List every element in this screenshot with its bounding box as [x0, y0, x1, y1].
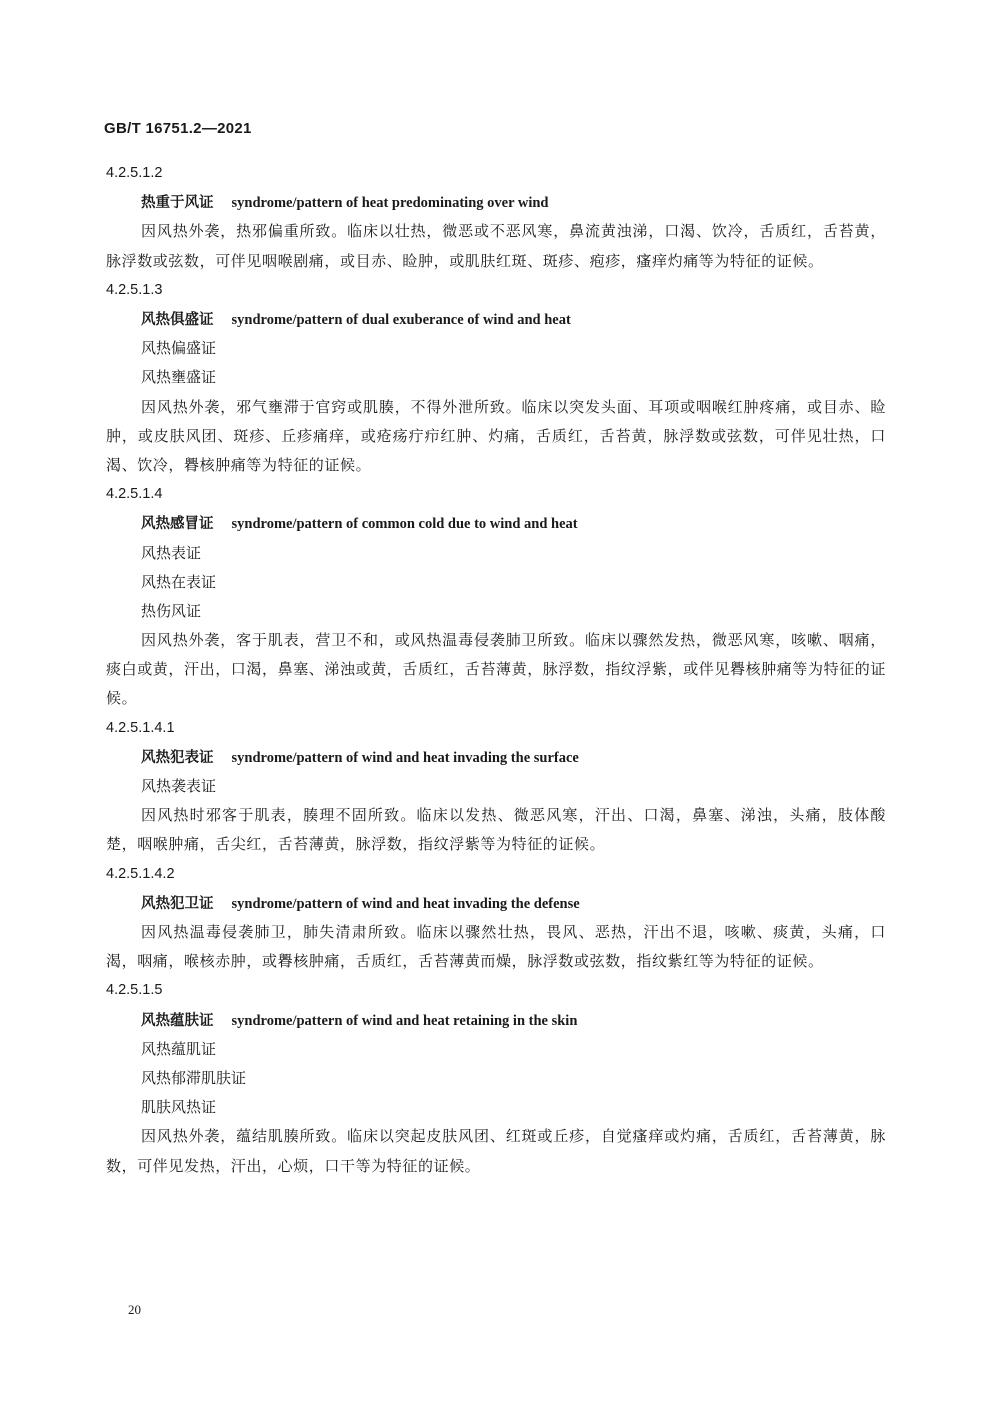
synonym: 风热偏盛证 — [141, 339, 217, 358]
definition: 因风热温毒侵袭肺卫，肺失清肃所致。临床以骤然壮热，畏风、恶热，汗出不退，咳嗽、痰黄，头痛，口渴，咽痛，喉核赤肿，或臖核肿痛，舌质红，舌苔薄黄而燥，脉浮数或弦数，指纹紫红等为特征的证候。 — [106, 923, 886, 971]
term-en: syndrome/pattern of dual exuberance of wind and heat — [231, 311, 571, 328]
term-en: syndrome/pattern of wind and heat invading the surface — [231, 749, 579, 766]
term-heading — [106, 305, 886, 334]
term-en: syndrome/pattern of common cold due to wind and heat — [231, 516, 578, 533]
definition: 因风热时邪客于肌表，腠理不固所致。临床以发热、微恶风寒，汗出、口渴，鼻塞、涕浊，头痛，肢体酸楚，咽喉肿痛，舌尖红，舌苔薄黄，脉浮数，指纹浮紫等为特征的证候。 — [106, 806, 886, 854]
document-body — [106, 159, 886, 1181]
term-zh: 风热感冒证 — [141, 515, 214, 533]
term-heading — [106, 889, 886, 918]
clause-number: 4.2.5.1.4 — [106, 486, 163, 503]
term-zh: 风热俱盛证 — [141, 310, 214, 328]
term-heading — [106, 188, 886, 217]
definition: 因风热外袭，蕴结肌腠所致。临床以突起皮肤风团、红斑或丘疹，自觉瘙痒或灼痛，舌质红，舌苔薄黄，脉数，可伴见发热，汗出，心烦，口干等为特征的证候。 — [106, 1127, 886, 1175]
synonym: 风热郁滞肌肤证 — [141, 1069, 247, 1087]
term-heading — [106, 509, 886, 538]
synonym: 风热表证 — [141, 543, 202, 562]
entry-4-2-5-1-3 — [106, 276, 886, 480]
term-zh: 风热犯卫证 — [141, 894, 214, 912]
term-en: syndrome/pattern of wind and heat retaining in the skin — [231, 1012, 578, 1029]
definition: 因风热外袭，邪气壅滞于官窍或肌腠，不得外泄所致。临床以突发头面、耳项或咽喉红肿疼痛，或目赤、睑肿，或皮肤风团、斑疹、丘疹痛痒，或疮疡疔疖红肿、灼痛，舌质红，舌苔黄，脉浮数或弦数，可伴见壮热，口渴、饮冷，臖核肿痛等为特征的证候。 — [106, 397, 886, 474]
page-number: 20 — [128, 1302, 141, 1317]
synonym: 热伤风证 — [141, 601, 202, 620]
synonym: 风热袭表证 — [141, 777, 217, 796]
entry-4-2-5-1-4 — [106, 480, 886, 714]
clause-number: 4.2.5.1.3 — [106, 281, 163, 298]
clause-number: 4.2.5.1.4.1 — [106, 719, 175, 736]
standard-code: GB/T 16751.2—2021 — [104, 120, 252, 137]
entry-4-2-5-1-2 — [106, 159, 886, 276]
term-en: syndrome/pattern of wind and heat invading the defense — [231, 895, 580, 912]
entry-4-2-5-1-4-1 — [106, 714, 886, 860]
term-zh: 热重于风证 — [141, 194, 214, 212]
term-zh: 风热犯表证 — [141, 748, 214, 766]
term-heading — [106, 1006, 886, 1035]
clause-number: 4.2.5.1.5 — [106, 982, 163, 999]
synonym: 风热壅盛证 — [141, 368, 217, 387]
term-heading — [106, 743, 886, 772]
definition: 因风热外袭，客于肌表，营卫不和，或风热温毒侵袭肺卫所致。临床以骤然发热，微恶风寒，咳嗽、咽痛，痰白或黄，汗出，口渴，鼻塞、涕浊或黄，舌质红，舌苔薄黄，脉浮数，指纹浮紫，或伴见臖核肿痛等为特征的证候。 — [106, 631, 887, 708]
definition: 因风热外袭，热邪偏重所致。临床以壮热，微恶或不恶风寒，鼻流黄浊涕，口渴、饮冷，舌质红，舌苔黄，脉浮数或弦数，可伴见咽喉剧痛，或目赤、睑肿，或肌肤红斑、斑疹、疱疹，瘙痒灼痛等为特征的证候。 — [106, 222, 886, 270]
entry-4-2-5-1-5 — [106, 976, 886, 1180]
synonym: 风热在表证 — [141, 572, 217, 591]
synonym: 肌肤风热证 — [141, 1098, 217, 1117]
term-en: syndrome/pattern of heat predominating over wind — [231, 195, 549, 212]
term-zh: 风热蕴肤证 — [141, 1011, 214, 1029]
clause-number: 4.2.5.1.2 — [106, 165, 163, 181]
clause-number: 4.2.5.1.4.2 — [106, 865, 175, 882]
entry-4-2-5-1-4-2 — [106, 860, 886, 977]
synonym: 风热蕴肌证 — [141, 1039, 217, 1058]
